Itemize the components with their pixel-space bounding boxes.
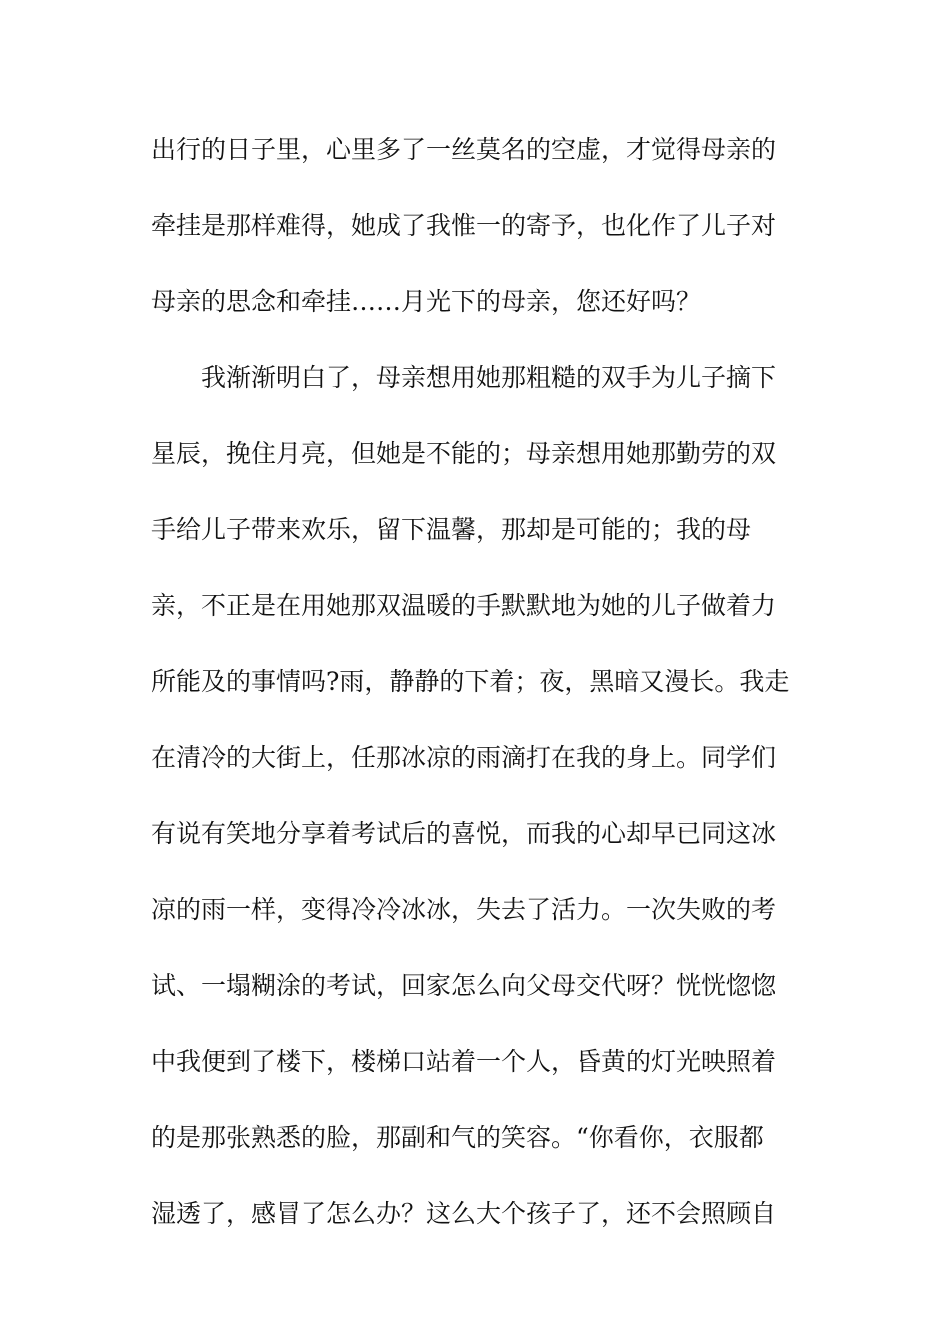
text-line: 所能及的事情吗?雨，静静的下着；夜，黑暗又漫长。我走: [151, 667, 790, 696]
text-line: 出行的日子里，心里多了一丝莫名的空虚，才觉得母亲的: [151, 135, 777, 164]
text-line: 试、一塌糊涂的考试，回家怎么向父母交代呀？恍恍惚惚: [151, 971, 777, 1000]
text-line: 湿透了，感冒了怎么办？这么大个孩子了，还不会照顾自: [151, 1199, 777, 1228]
text-line: 在清冷的大街上，任那冰凉的雨滴打在我的身上。同学们: [151, 743, 777, 772]
text-line: 有说有笑地分享着考试后的喜悦，而我的心却早已同这冰: [151, 819, 777, 848]
text-line: 中我便到了楼下，楼梯口站着一个人，昏黄的灯光映照着: [151, 1047, 777, 1076]
text-line: 母亲的思念和牵挂……月光下的母亲，您还好吗？: [151, 287, 702, 316]
text-line: 手给儿子带来欢乐，留下温馨，那却是可能的；我的母: [151, 515, 752, 544]
text-line: 牵挂是那样难得，她成了我惟一的寄予，也化作了儿子对: [151, 211, 777, 240]
text-line: 凉的雨一样，变得冷冷冰冰，失去了活力。一次失败的考: [151, 895, 777, 924]
text-line: 星辰，挽住月亮，但她是不能的；母亲想用她那勤劳的双: [151, 439, 777, 468]
text-line: 亲，不正是在用她那双温暖的手默默地为她的儿子做着力: [151, 591, 777, 620]
text-line: 的是那张熟悉的脸，那副和气的笑容。“你看你，衣服都: [151, 1123, 764, 1152]
text-line: 我渐渐明白了，母亲想用她那粗糙的双手为儿子摘下: [151, 363, 777, 392]
